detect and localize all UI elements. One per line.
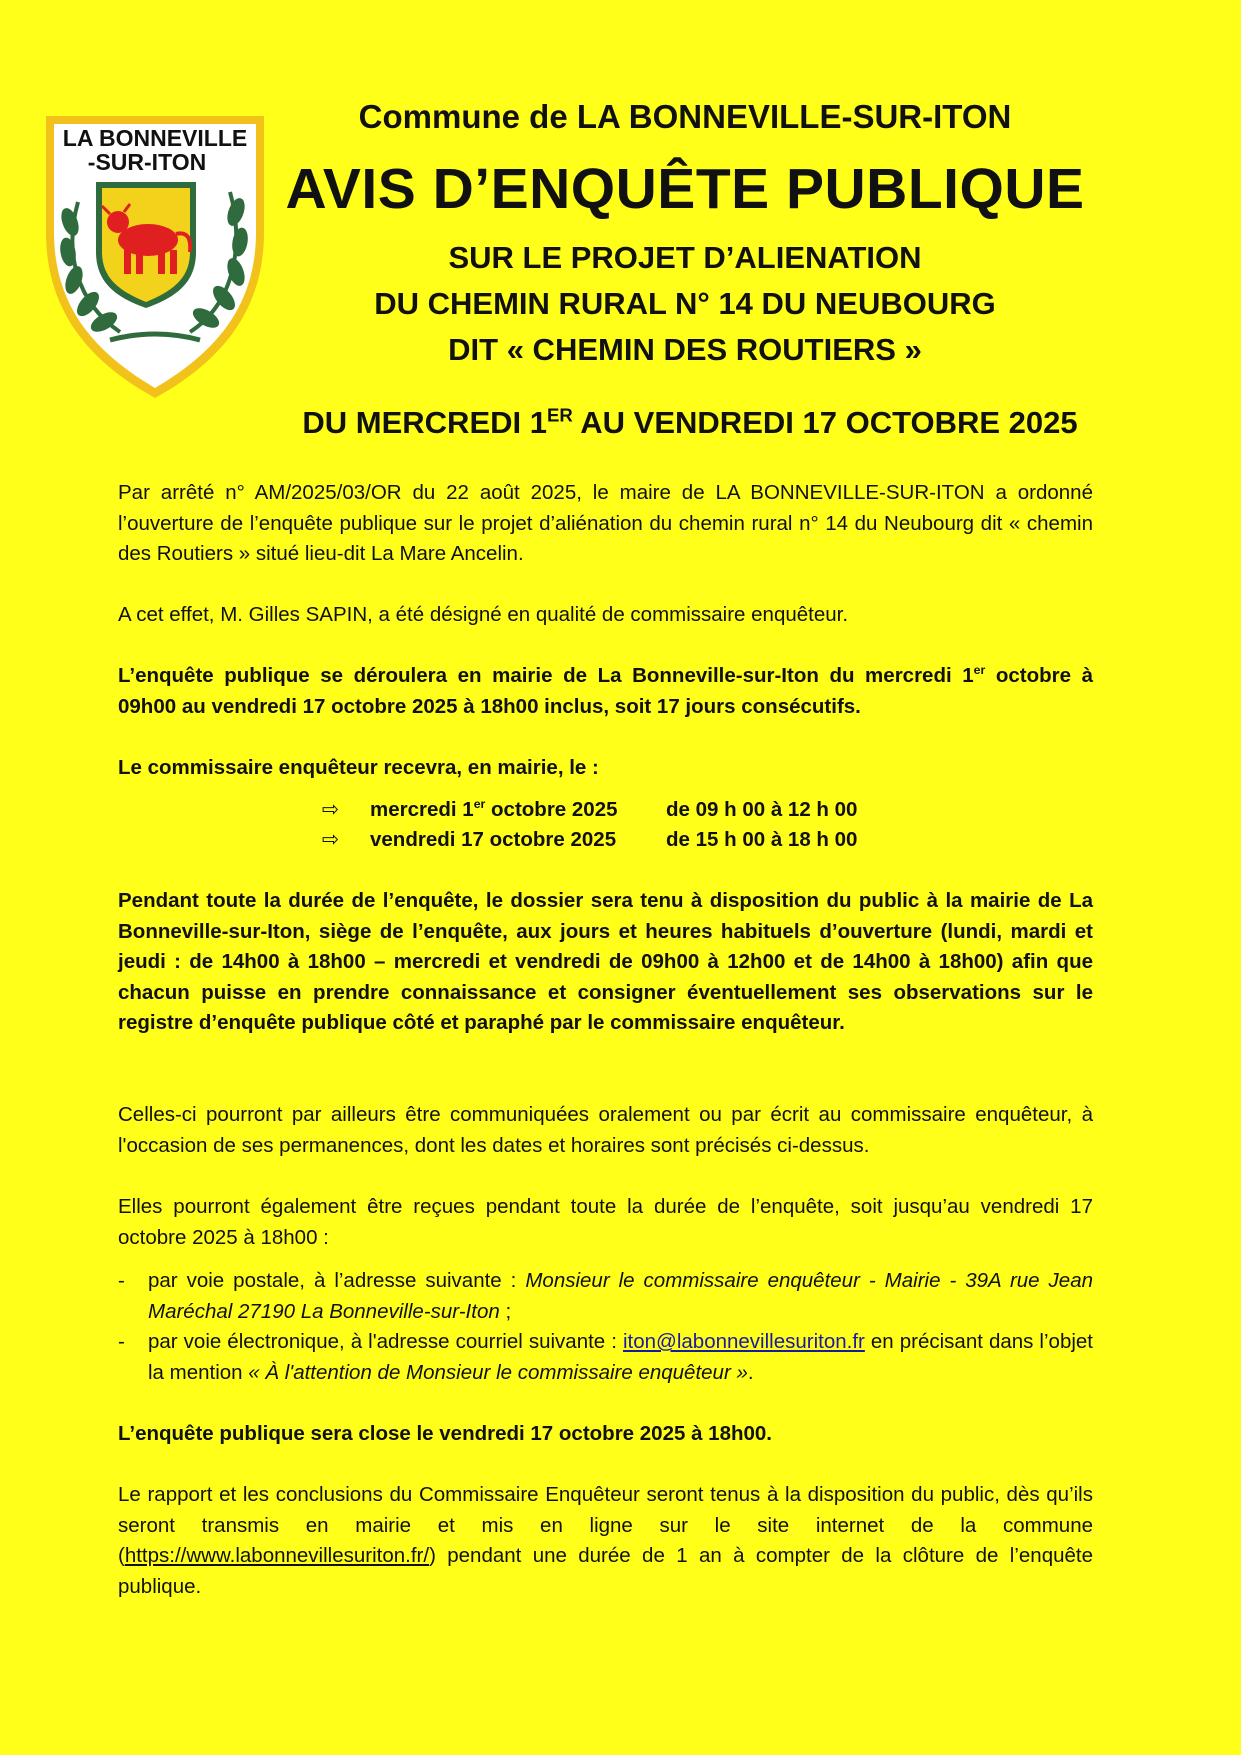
postal-label: par voie postale, à l’adresse suivante : (148, 1269, 526, 1292)
logo-text-line1: LA BONNEVILLE (62, 125, 248, 151)
schedule-day (370, 825, 666, 855)
commune-name: Commune de LA BONNEVILLE-SUR-ITON (358, 98, 1012, 135)
paragraph-oral-written: Celles-ci pourront par ailleurs être communiquées oralement ou par écrit au commissaire enquêteur, à l'occasion de ses permanences, dont les dates et horaires sont précisés ci-dessus. (118, 1103, 1093, 1157)
website-link[interactable]: https://www.labonnevillesuriton.fr/ (124, 1544, 430, 1567)
p9-part2: ) pendant une durée de 1 an à compter de la clôture de l’enquête publique. (118, 1544, 1093, 1598)
schedule-hours: de 15 h 00 à 18 h 00 (666, 828, 858, 851)
inquiry-dates-prefix: DU MERCREDI 1 (302, 405, 547, 440)
postal-address: Monsieur le commissaire enquêteur - Mairie - 39A rue Jean Maréchal 27190 La Bonneville-sur-Iton (148, 1269, 1093, 1323)
list-item-postal (118, 1266, 1093, 1327)
arrow-right-icon: ⇨ (322, 828, 340, 851)
logo-text-line2: -SUR-ITON (87, 149, 207, 175)
inquiry-dates-suffix: AU VENDREDI 17 OCTOBRE 2025 (572, 405, 1078, 440)
postal-end: ; (499, 1299, 512, 1323)
paragraph-reception-until: Elles pourront également être reçues pendant toute la durée de l’enquête, soit jusqu’au vendredi 17 octobre 2025 à 18h00 : (118, 1195, 1093, 1249)
list-dash: - (118, 1330, 125, 1353)
schedule-day-sup: er (473, 797, 486, 812)
paragraph-report (118, 1480, 1093, 1602)
subtitle-line-3: DIT « CHEMIN DES ROUTIERS » (448, 332, 922, 367)
p3-sup: er (973, 663, 986, 678)
schedule-day (370, 795, 666, 825)
schedule-day-prefix: vendredi 17 octobre 2025 (370, 828, 617, 851)
list-dash: - (118, 1269, 125, 1292)
paragraph-file-availability: Pendant toute la durée de l’enquête, le dossier sera tenu à disposition du public à la mairie de La Bonneville-sur-Iton, siège de l’enquête, aux jours et heures habituels d’ouverture (lundi, mardi et jeudi : de 14h00 à 18h00 – mercredi et vendredi de 09h00 à 12h00 et de 14h00 à 18h00) afin que chacun puisse en prendre connaissance et consigner éventuellement ses observations sur le registre d’enquête publique côté et paraphé par le commissaire enquêteur. (118, 889, 1093, 1034)
schedule-row (322, 825, 857, 855)
schedule-row (322, 795, 857, 825)
notice-title: AVIS D’ENQUÊTE PUBLIQUE (285, 157, 1085, 221)
email-mention: « À l'attention de Monsieur le commissaire enquêteur » (248, 1360, 748, 1384)
p9-part1: Le rapport et les conclusions du Commissaire Enquêteur seront tenus à la disposition du public, dès qu’ils seront transmis en mairie et mis en ligne sur le site internet de la commune ( (118, 1483, 1093, 1567)
p3-part1: L’enquête publique se déroulera en mairie de La Bonneville-sur-Iton du mercredi 1 (118, 664, 974, 687)
inquiry-dates (280, 405, 1100, 441)
subtitle-line-1: SUR LE PROJET D’ALIENATION (448, 240, 922, 275)
paragraph-reception-intro: Le commissaire enquêteur recevra, en mairie, le : (118, 756, 599, 779)
schedule-day-suffix: octobre 2025 (485, 798, 618, 821)
paragraph-inquiry-period (118, 661, 1093, 722)
schedule-day-prefix: mercredi 1 (370, 798, 474, 821)
list-item-email (118, 1327, 1093, 1388)
email-middle: en précisant dans l’objet la mention (148, 1330, 1093, 1384)
schedule-hours: de 09 h 00 à 12 h 00 (666, 798, 858, 821)
inquiry-dates-sup: ER (546, 404, 573, 426)
email-link[interactable]: iton@labonnevillesuriton.fr (622, 1330, 865, 1353)
paragraph-decree: Par arrêté n° AM/2025/03/OR du 22 août 2025, le maire de LA BONNEVILLE-SUR-ITON a ordonné l’ouverture de l’enquête publique sur le projet d’aliénation du chemin rural n° 14 du Neubourg dit « chemin des Routiers » situé lieu-dit La Mare Ancelin. (118, 481, 1093, 565)
arrow-right-icon: ⇨ (322, 798, 340, 821)
p3-part2: octobre à 09h00 au vendredi 17 octobre 2025 à 18h00 inclus, soit 17 jours consécutifs. (118, 664, 1093, 718)
email-end: . (747, 1360, 754, 1384)
email-label: par voie électronique, à l'adresse courriel suivante : (148, 1330, 623, 1353)
paragraph-closing: L’enquête publique sera close le vendredi 17 octobre 2025 à 18h00. (118, 1422, 772, 1445)
subtitle-line-2: DU CHEMIN RURAL N° 14 DU NEUBOURG (374, 286, 996, 321)
paragraph-commissioner: A cet effet, M. Gilles SAPIN, a été désigné en qualité de commissaire enquêteur. (118, 603, 849, 626)
coat-of-arms-logo (40, 112, 270, 402)
